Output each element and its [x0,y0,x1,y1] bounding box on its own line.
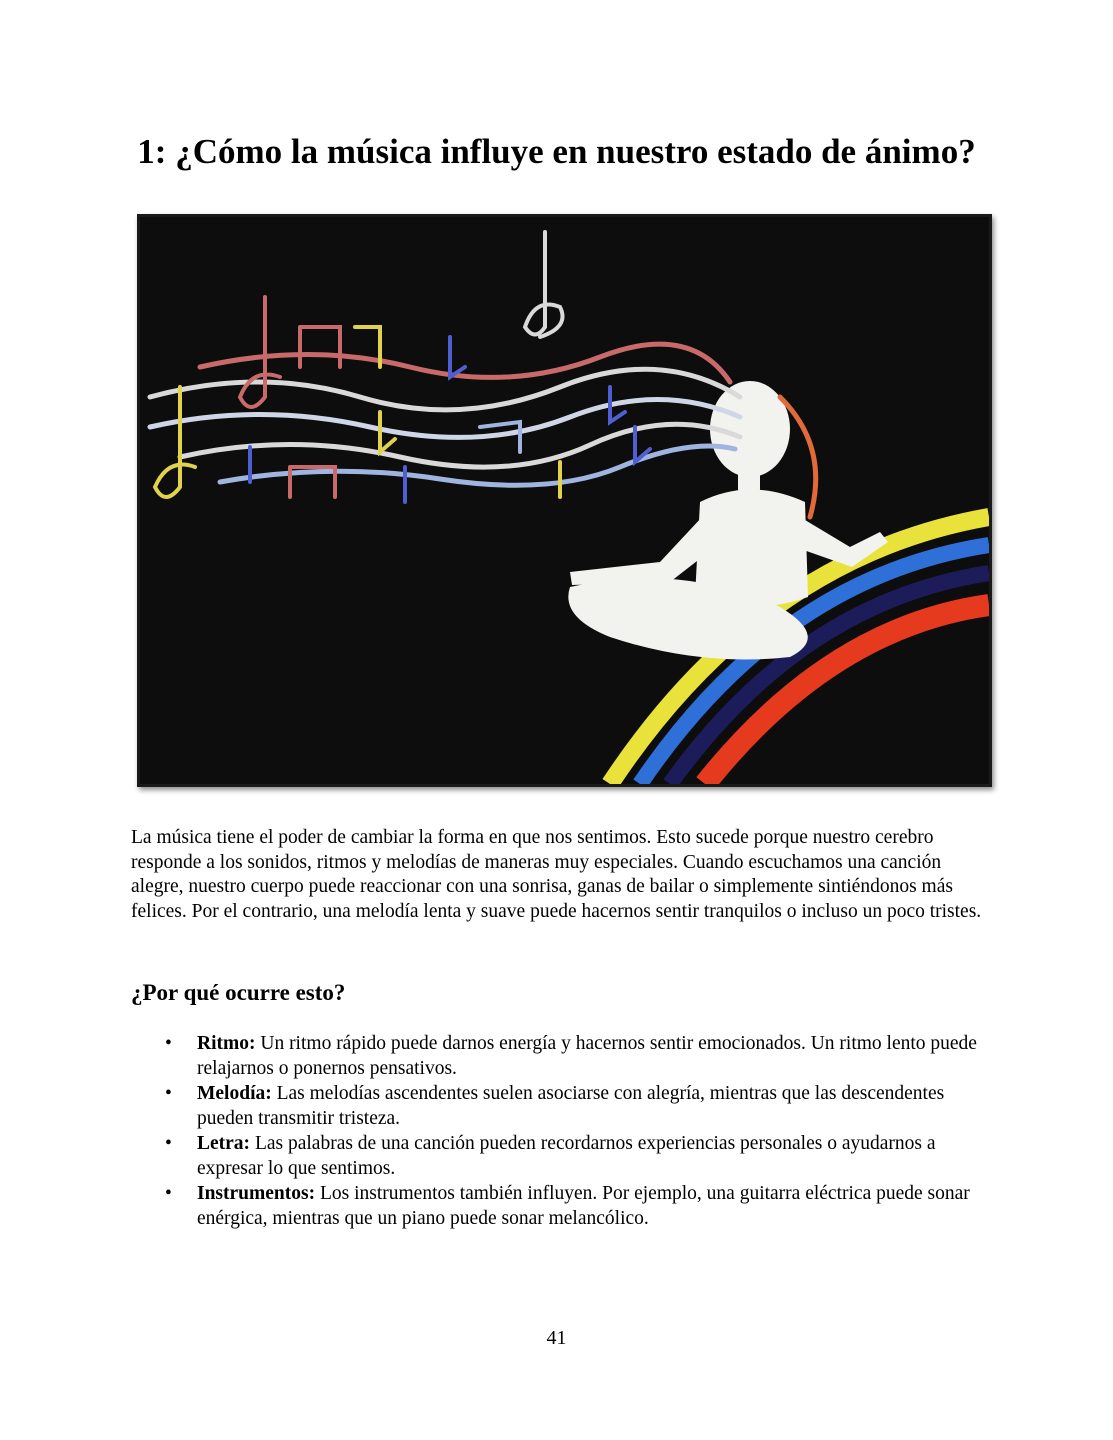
illustration-svg [140,217,989,784]
list-item-instrumentos [131,1182,991,1231]
reasons-list [131,1032,991,1232]
list-item-term: Melodía: [197,1083,272,1104]
list-item-letra [131,1132,991,1181]
music-meditation-illustration [137,214,992,787]
bullet-marker: • [165,1083,172,1104]
list-item-text: Los instrumentos también influyen. Por ejemplo, una guitarra eléctrica puede sonar enérgica, mientras que un piano puede sonar melancólico. [197,1183,970,1229]
bullet-marker: • [165,1183,172,1204]
bullet-marker: • [165,1133,172,1154]
page-number: 41 [546,1327,567,1349]
list-item-ritmo [131,1032,991,1081]
list-item-term: Letra: [197,1133,251,1154]
list-item-melodia [131,1082,991,1131]
list-item-text: Las melodías ascendentes suelen asociarse con alegría, mientras que las descendentes pueden transmitir tristeza. [197,1083,945,1129]
page-title: 1: ¿Cómo la música influye en nuestro estado de ánimo? [137,132,976,171]
list-item-text: Las palabras de una canción pueden recordarnos experiencias personales o ayudarnos a expresar lo que sentimos. [197,1133,936,1179]
section-heading: ¿Por qué ocurre esto? [131,980,346,1005]
bullet-marker: • [165,1033,172,1054]
list-item-term: Ritmo: [197,1033,256,1054]
list-item-term: Instrumentos: [197,1183,316,1204]
list-item-text: Un ritmo rápido puede darnos energía y hacernos sentir emocionados. Un ritmo lento puede relajarnos o ponernos pensativos. [197,1033,977,1079]
intro-paragraph: La música tiene el poder de cambiar la forma en que nos sentimos. Esto sucede porque nuestro cerebro responde a los sonidos, ritmos y melodías de maneras muy especiales. Cuando escuchamos una canción alegre, nuestro cuerpo puede reaccionar con una sonrisa, ganas de bailar o simplemente sintiéndonos más felices. Por el contrario, una melodía lenta y suave puede hacernos sentir tranquilos o incluso un poco tristes. [131,827,982,922]
